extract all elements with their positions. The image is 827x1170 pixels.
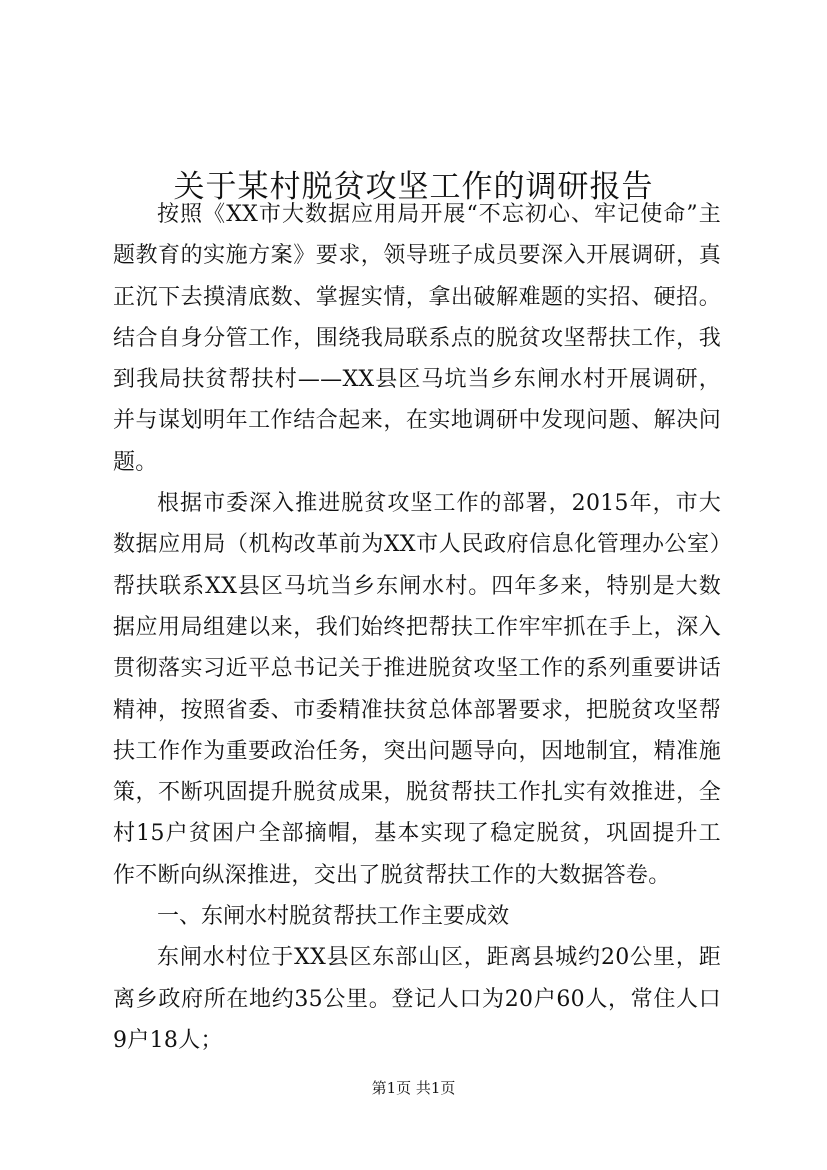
document-title: 关于某村脱贫攻坚工作的调研报告 [173,168,654,205]
paragraph-intro: 按照《XX市大数据应用局开展“不忘初心、牢记使命”主题教育的实施方案》要求，领导班子成员要深入开展调研，真正沉下去摸清底数、掌握实情，拿出破解难题的实招、硬招。结合自身分管工作，围绕我局联系点的脱贫攻坚帮扶工作，我到我局扶贫帮扶村——XX县区马坑当乡东闸水村开展调研，并与谋划明年工作结合起来，在实地调研中发现问题、解决问题。 [113,202,721,475]
section-heading: 一、东闸水村脱贫帮扶工作主要成效 [157,904,510,930]
document-body [113,194,721,1061]
paragraph-village-overview: 东闸水村位于XX县区东部山区，距离县城约20公里，距离乡政府所在地约35公里。登记人口为20户60人，常住人口9户18人； [113,945,721,1053]
page-number-footer: 第1页 共1页 [371,1079,456,1097]
paragraph-background: 根据市委深入推进脱贫攻坚工作的部署，2015年，市大数据应用局（机构改革前为XX市人民政府信息化管理办公室）帮扶联系XX县区马坑当乡东闸水村。四年多来，特别是大数据应用局组建以来，我们始终把帮扶工作牢牢抓在手上，深入贯彻落实习近平总书记关于推进脱贫攻坚工作的系列重要讲话精神，按照省委、市委精准扶贫总体部署要求，把脱贫攻坚帮扶工作作为重要政治任务，突出问题导向，因地制宜，精准施策，不断巩固提升脱贫成果，脱贫帮扶工作扎实有效推进，全村15户贫困户全部摘帽，基本实现了稳定脱贫，巩固提升工作不断向纵深推进，交出了脱贫帮扶工作的大数据答卷。 [113,491,721,888]
